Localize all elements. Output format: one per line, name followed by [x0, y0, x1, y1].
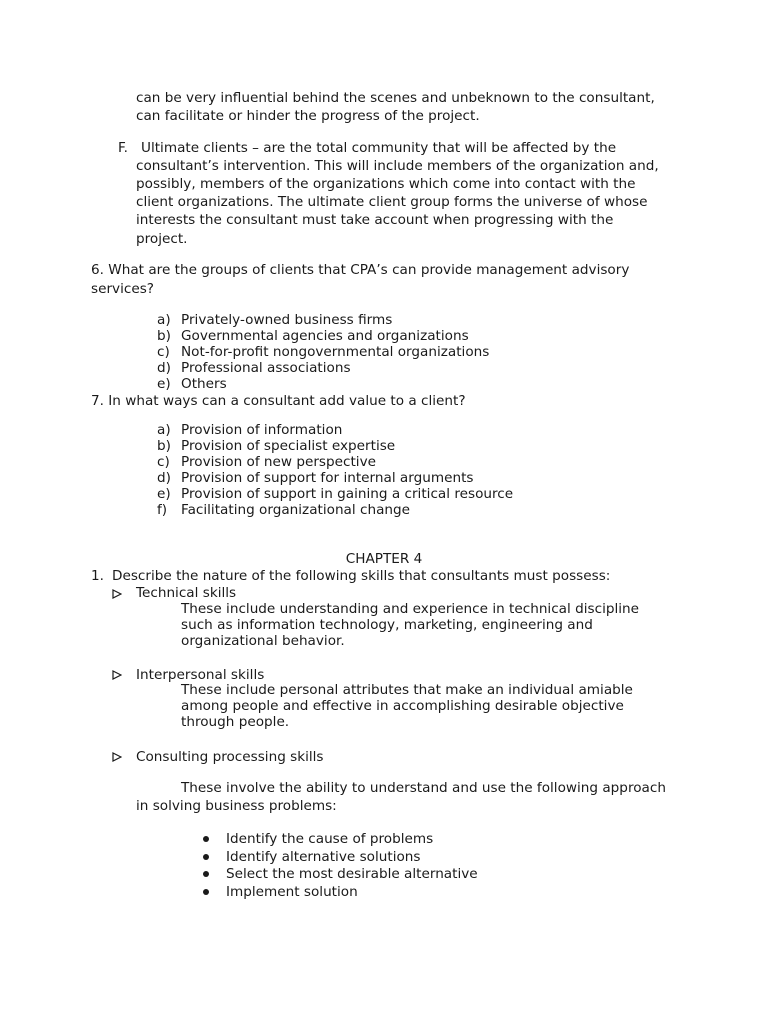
- list-item: Professional associations: [181, 360, 351, 376]
- list-marker: d): [157, 470, 171, 486]
- arrow-bullet-icon: [112, 752, 122, 762]
- text-line: These involve the ability to understand and use the following approach: [181, 780, 666, 796]
- bullet-icon: [203, 871, 209, 877]
- list-marker: 1.: [91, 568, 104, 584]
- chapter-heading: CHAPTER 4: [345, 551, 423, 567]
- list-item: Implement solution: [226, 884, 358, 900]
- list-marker: f): [157, 502, 168, 518]
- text-line: in solving business problems:: [136, 798, 337, 814]
- text-line: among people and effective in accomplishing desirable objective: [181, 698, 624, 714]
- list-item: Not-for-profit nongovernmental organizations: [181, 344, 490, 360]
- bullet-icon: [203, 836, 209, 842]
- text-line: These include understanding and experience in technical discipline: [181, 601, 640, 617]
- bullet-icon: [203, 889, 209, 895]
- arrow-bullet-icon: [112, 670, 122, 680]
- list-item: Provision of information: [181, 422, 343, 438]
- question-text: 6. What are the groups of clients that CPA’s can provide management advisory: [91, 262, 630, 278]
- text-line: Ultimate clients – are the total community that will be affected by the: [141, 140, 617, 156]
- list-marker: b): [157, 438, 171, 454]
- question-text: 7. In what ways can a consultant add value to a client?: [91, 393, 466, 409]
- question-text: services?: [91, 281, 154, 297]
- skill-name: Interpersonal skills: [136, 667, 265, 683]
- text-line: through people.: [181, 714, 290, 730]
- list-item: Provision of new perspective: [181, 454, 376, 470]
- list-item: Others: [181, 376, 227, 392]
- text-line: can facilitate or hinder the progress of the project.: [136, 108, 480, 124]
- list-item: Provision of specialist expertise: [181, 438, 396, 454]
- list-item: Identify alternative solutions: [226, 849, 421, 865]
- text-line: These include personal attributes that make an individual amiable: [181, 682, 633, 698]
- text-line: client organizations. The ultimate client group forms the universe of whose: [136, 194, 648, 210]
- list-item: Select the most desirable alternative: [226, 866, 478, 882]
- list-item: Provision of support in gaining a critical resource: [181, 486, 514, 502]
- bullet-icon: [203, 854, 209, 860]
- text-line: can be very influential behind the scenes and unbeknown to the consultant,: [136, 90, 655, 106]
- text-line: project.: [136, 231, 188, 247]
- text-line: possibly, members of the organizations which come into contact with the: [136, 176, 636, 192]
- list-marker: d): [157, 360, 171, 376]
- list-marker: a): [157, 312, 171, 328]
- arrow-bullet-icon: [112, 589, 122, 599]
- list-item: Facilitating organizational change: [181, 502, 411, 518]
- question-text: Describe the nature of the following skills that consultants must possess:: [112, 568, 611, 584]
- text-line: organizational behavior.: [181, 633, 345, 649]
- list-marker: c): [157, 454, 170, 470]
- list-item: Identify the cause of problems: [226, 831, 434, 847]
- list-marker: e): [157, 486, 171, 502]
- text-line: consultant’s intervention. This will include members of the organization and,: [136, 158, 659, 174]
- list-marker: F.: [118, 140, 128, 156]
- list-marker: c): [157, 344, 170, 360]
- list-item: Provision of support for internal arguments: [181, 470, 474, 486]
- list-item: Privately-owned business firms: [181, 312, 393, 328]
- text-line: such as information technology, marketing, engineering and: [181, 617, 593, 633]
- skill-name: Consulting processing skills: [136, 749, 324, 765]
- skill-name: Technical skills: [136, 585, 237, 601]
- text-line: interests the consultant must take account when progressing with the: [136, 212, 614, 228]
- list-marker: b): [157, 328, 171, 344]
- list-marker: e): [157, 376, 171, 392]
- list-item: Governmental agencies and organizations: [181, 328, 469, 344]
- list-marker: a): [157, 422, 171, 438]
